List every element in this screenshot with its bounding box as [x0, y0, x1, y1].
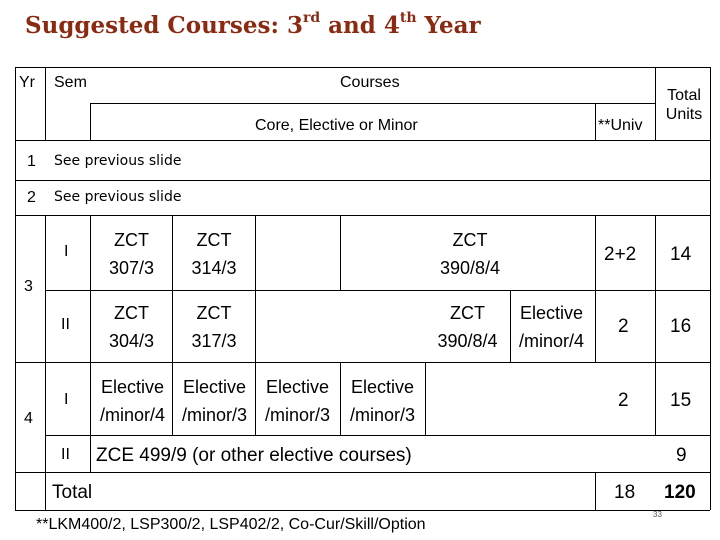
header-courses: Courses	[340, 74, 400, 91]
year-1-label: 1	[27, 153, 36, 170]
header-total-units: Total Units	[665, 87, 703, 123]
total-units: 9	[676, 445, 687, 466]
header-yr: Yr	[19, 74, 35, 91]
course-cell: ZCT 304/3	[108, 303, 155, 351]
total-units: 16	[670, 316, 692, 337]
year-2-label: 2	[27, 189, 36, 206]
univ-units: 2	[618, 390, 629, 411]
capstone-course: ZCE 499/9 (or other elective courses)	[96, 445, 412, 466]
course-cell: ZCT 390/8/4	[437, 303, 498, 351]
grand-total-units: 120	[664, 482, 696, 503]
course-cell: ZCT 307/3	[108, 230, 155, 278]
footnote: **LKM400/2, LSP300/2, LSP402/2, Co-Cur/Skill/Option	[36, 516, 426, 533]
elective-cell: Elective /minor/3	[181, 377, 248, 425]
total-units: 15	[670, 390, 692, 411]
course-cell: ZCT 314/3	[191, 230, 237, 278]
year-3-sem-1: I	[64, 243, 69, 260]
year-4-label: 4	[24, 410, 33, 427]
year-3-label: 3	[24, 278, 33, 295]
course-cell: ZCT 390/8/4	[439, 230, 501, 278]
course-cell: Elective /minor/4	[518, 303, 585, 351]
year-4-sem-2: II	[61, 446, 70, 463]
slide-title: Suggested Courses: 3rd and 4th Year	[25, 10, 481, 39]
header-univ: **Univ	[598, 117, 643, 134]
year-4-sem-1: I	[64, 391, 69, 408]
page-number: 33	[653, 510, 662, 519]
elective-cell: Elective /minor/3	[349, 377, 416, 425]
univ-units: 2+2	[604, 244, 637, 265]
course-cell: ZCT 317/3	[191, 303, 237, 351]
header-sem: Sem	[54, 74, 87, 91]
elective-cell: Elective /minor/4	[99, 377, 166, 425]
elective-cell: Elective /minor/3	[264, 377, 331, 425]
header-core-elective-minor: Core, Elective or Minor	[255, 117, 418, 134]
year-2-note: See previous slide	[54, 189, 182, 205]
total-univ: 18	[614, 482, 636, 503]
year-1-note: See previous slide	[54, 153, 182, 169]
total-label: Total	[52, 482, 93, 503]
univ-units: 2	[618, 316, 629, 337]
total-units: 14	[670, 244, 692, 265]
year-3-sem-2: II	[61, 316, 70, 333]
